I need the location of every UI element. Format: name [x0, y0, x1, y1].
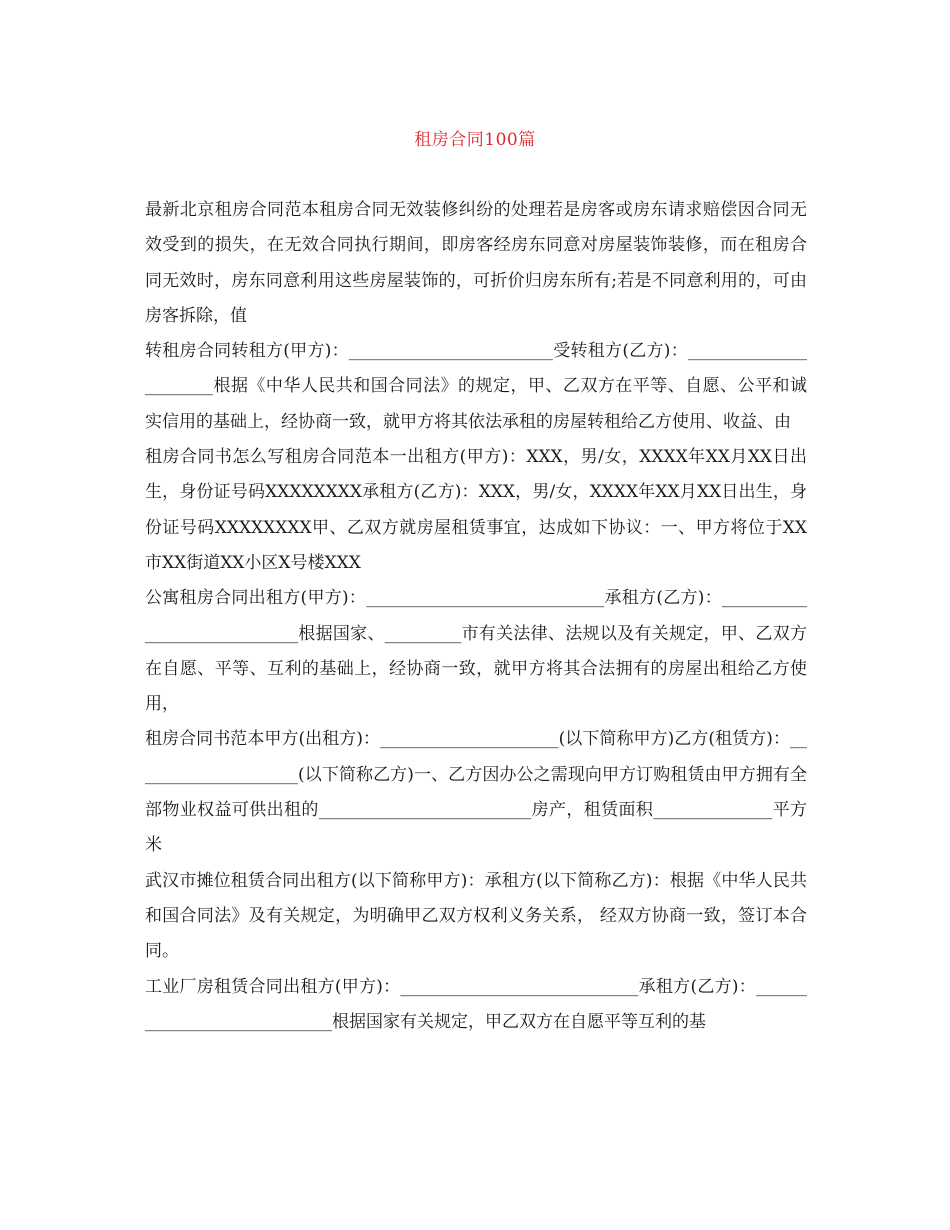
paragraph-industrial-plant: 工业厂房租赁合同出租方(甲方)：____________________________承租方(乙方)：____________________________根据国家有关规定，甲乙双方在自愿平等互利的基: [145, 976, 807, 1032]
paragraph-wuhan-stall: 武汉市摊位租赁合同出租方(以下简称甲方)：承租方(以下简称乙方)：根据《中华人民共和国合同法》及有关规定，为明确甲乙双方权利义务关系， 经双方协商一致，签订本合同。: [145, 870, 807, 962]
paragraph-beijing-rental: 最新北京租房合同范本租房合同无效装修纠纷的处理若是房客或房东请求赔偿因合同无效受到的损失，在无效合同执行期间，即房客经房东同意对房屋装饰装修，而在租房合同无效时，房东同意利用这些房屋装饰的，可折价归房东所有;若是不同意利用的，可由房客拆除，值: [145, 200, 807, 326]
paragraph-apartment-rental: 公寓租房合同出租方(甲方)：____________________________承租方(乙方)：____________________________根据国家、_________市有关法律、法规以及有关规定，甲、乙双方在自愿、平等、互利的基础上，经协商一致，就甲方将其合法拥有的房屋出租给乙方使用，: [145, 588, 807, 715]
paragraph-how-to-write: 租房合同书怎么写租房合同范本一出租方(甲方)：XXX，男/女，XXXX年XX月XX日出生，身份证号码XXXXXXXX承租方(乙方)：XXX，男/女，XXXX年XX月XX日出生，身份证号码XXXXXXXX甲、乙双方就房屋租赁事宜，达成如下协议：一、甲方将位于XX市XX街道XX小区X号楼XXX: [145, 447, 807, 573]
document-title: 租房合同100篇: [414, 130, 536, 150]
paragraph-sublease: 转租房合同转租方(甲方)：________________________受转租方(乙方)：______________________根据《中华人民共和国合同法》的规定，甲、乙双方在平等、自愿、公平和诚实信用的基础上，经协商一致，就甲方将其依法承租的房屋转租给乙方使用、收益、由: [145, 341, 807, 432]
paragraph-rental-template: 租房合同书范本甲方(出租方)：_____________________(以下简称甲方)乙方(租赁方)：____________________(以下简称乙方)一、乙方因办公之需现向甲方订购租赁由甲方拥有全部物业权益可供出租的_________________________房产，租赁面积______________平方米: [145, 729, 807, 856]
document-body: [145, 193, 807, 1040]
